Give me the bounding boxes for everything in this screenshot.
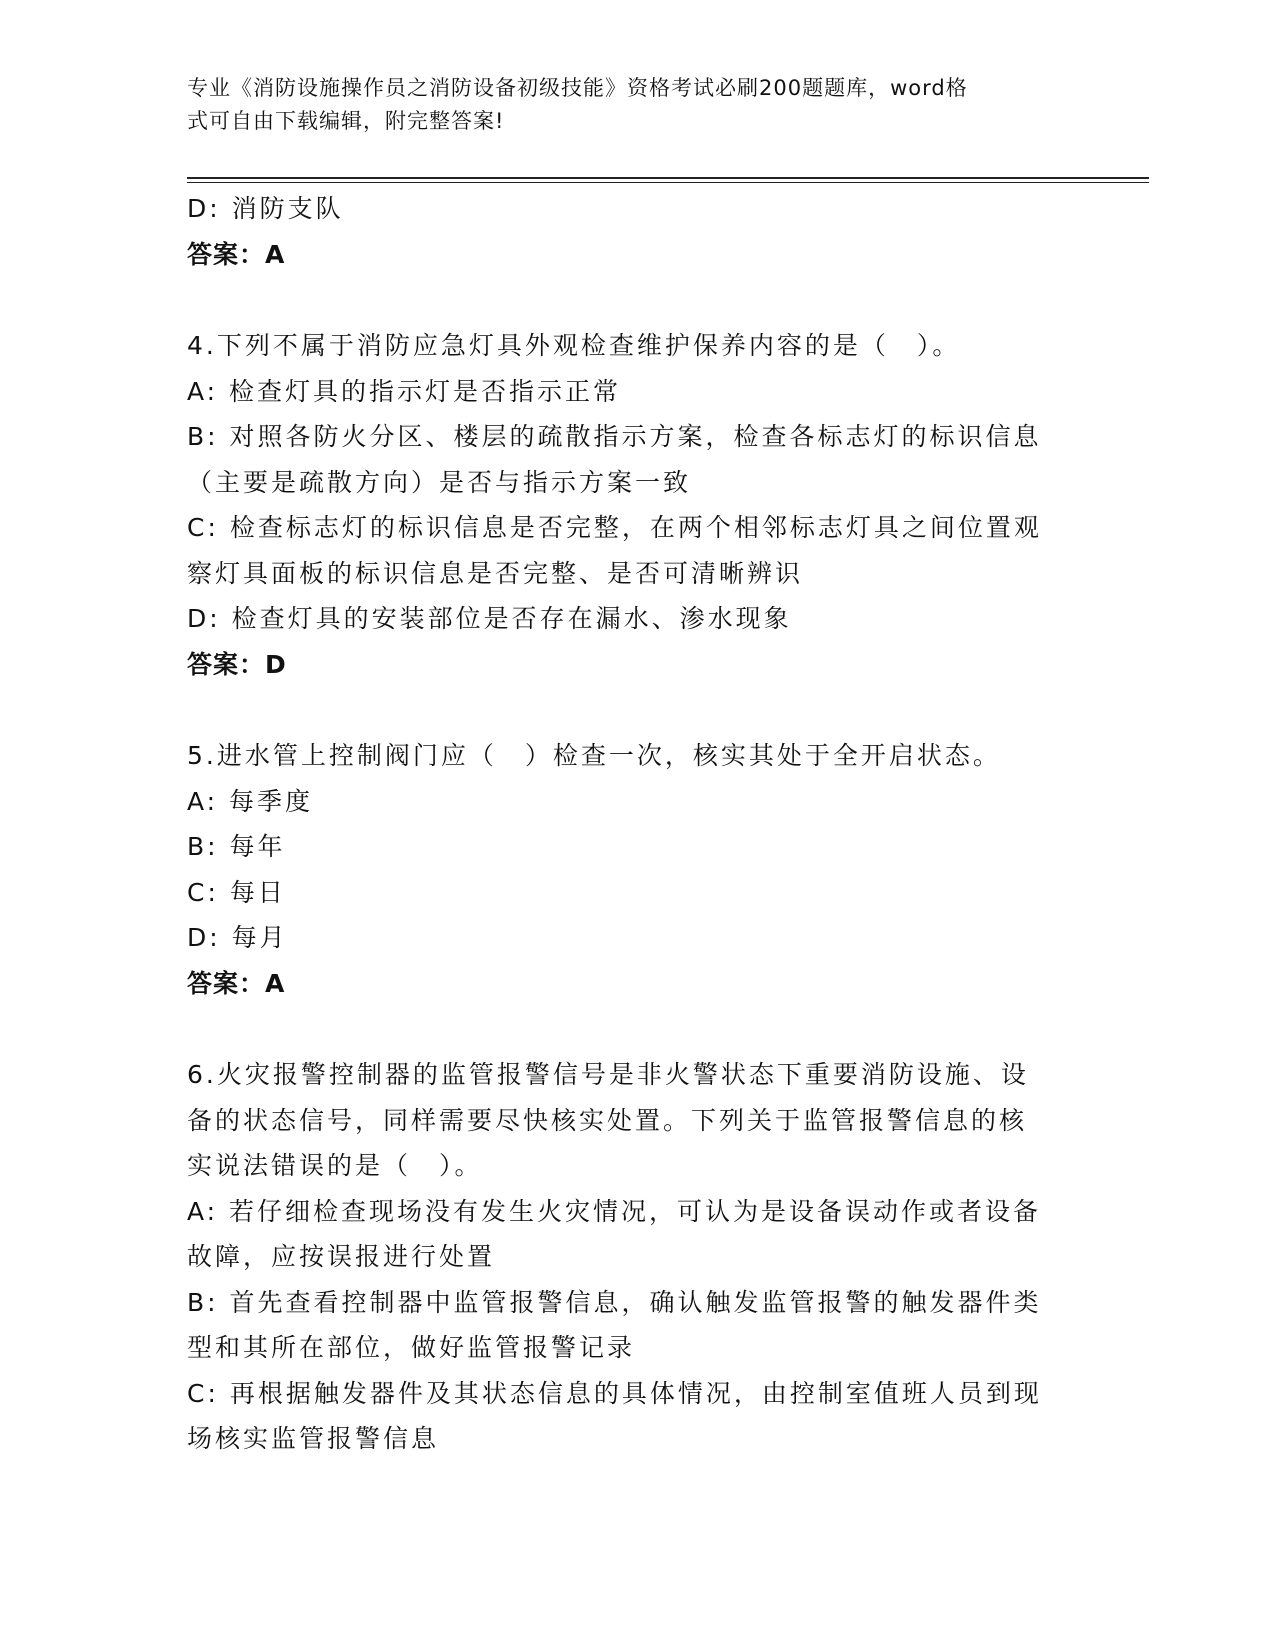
spacer [187,277,1087,323]
question-4-answer: 答案：D [187,649,287,679]
question-4-option-c-line-1: C: 检查标志灯的标识信息是否完整，在两个相邻标志灯具之间位置观 [187,513,1042,542]
question-4 [187,323,1087,687]
document-body [187,186,1087,1462]
question-6-stem-line-2: 备的状态信号，同样需要尽快核实处置。下列关于监管报警信息的核 [187,1105,1028,1135]
question-6-option-a-line-1: A: 若仔细检查现场没有发生火灾情况，可认为是设备误动作或者设备 [187,1196,1042,1226]
header-divider-thin [187,182,1149,183]
spacer [187,1006,1087,1052]
question-5-option-c: C: 每日 [187,877,286,907]
question-5-answer: 答案：A [187,968,286,998]
question-6-option-b-line-2: 型和其所在部位，做好监管报警记录 [187,1333,636,1362]
header-line-1: 专业《消防设施操作员之消防设备初级技能》资格考试必刷200题题库，word格 [187,76,968,100]
question-5 [187,733,1087,1006]
document-header [187,72,1067,138]
question-6-option-c-line-2: 场核实监管报警信息 [187,1424,440,1453]
question-4-option-d: D: 检查灯具的安装部位是否存在漏水、渗水现象 [187,604,792,633]
header-divider-thick [187,177,1149,179]
question-6-option-b-line-1: B: 首先查看控制器中监管报警信息，确认触发监管报警的触发器件类 [187,1287,1042,1317]
prev-option-d: D: 消防支队 [187,194,344,223]
prev-answer: 答案：A [187,239,286,269]
question-4-option-b-line-2: （主要是疏散方向）是否与指示方案一致 [187,467,692,497]
question-6-option-a-line-2: 故障，应按误报进行处置 [187,1242,496,1271]
question-6-stem-line-1: 6.火灾报警控制器的监管报警信号是非火警状态下重要消防设施、设 [187,1060,1029,1089]
header-line-2: 式可自由下载编辑，附完整答案! [187,109,505,133]
question-4-option-a: A: 检查灯具的指示灯是否指示正常 [187,376,622,406]
question-4-stem: 4.下列不属于消防应急灯具外观检查维护保养内容的是（ ）。 [187,331,961,360]
question-5-option-b: B: 每年 [187,832,286,861]
question-6 [187,1052,1087,1462]
question-5-stem: 5.进水管上控制阀门应（ ）检查一次，核实其处于全开启状态。 [187,741,1001,770]
question-6-option-c-line-1: C: 再根据触发器件及其状态信息的具体情况，由控制室值班人员到现 [187,1378,1042,1408]
question-5-option-a: A: 每季度 [187,786,314,816]
spacer [187,687,1087,733]
question-5-option-d: D: 每月 [187,923,288,952]
question-6-stem-line-3: 实说法错误的是（ ）。 [187,1151,483,1180]
question-4-option-c-line-2: 察灯具面板的标识信息是否完整、是否可清晰辨识 [187,558,804,588]
question-4-option-b-line-1: B: 对照各防火分区、楼层的疏散指示方案，检查各标志灯的标识信息 [187,422,1042,451]
